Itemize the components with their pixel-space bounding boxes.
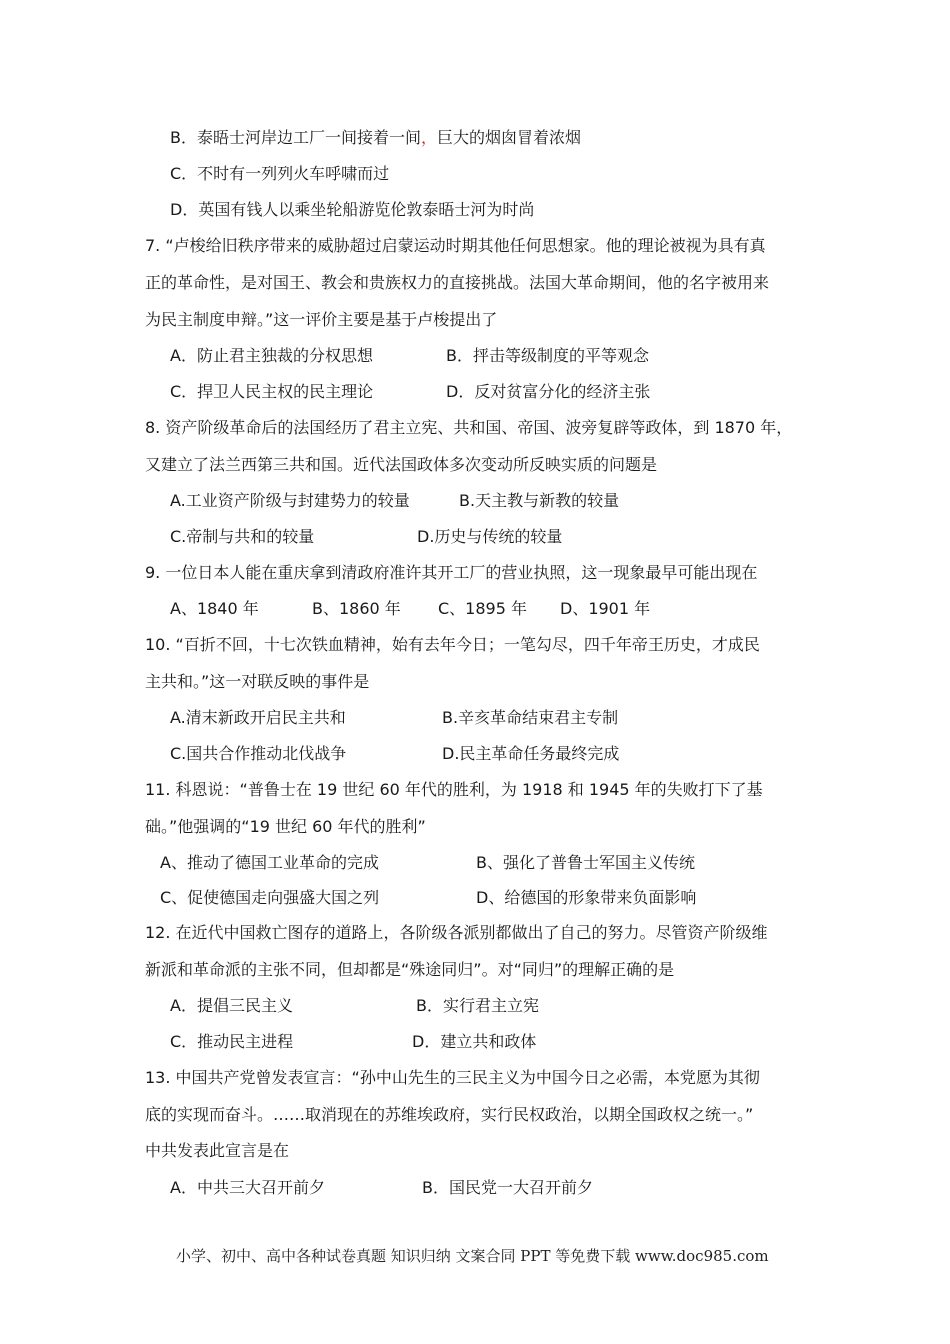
q9-option-c: C、1895 年 [438,599,527,618]
q7-stem-line-1: 7. “卢梭给旧秩序带来的威胁超过启蒙运动时期其他任何思想家。他的理论被视为具有真 [145,236,766,255]
q11-stem-line-2: 础。”他强调的“19 世纪 60 年代的胜利” [145,817,426,836]
q10-option-b: B.辛亥革命结束君主专制 [442,708,619,727]
q9-option-b: B、1860 年 [312,599,401,618]
q9-option-d: D、1901 年 [560,599,651,618]
q8-option-a: A.工业资产阶级与封建势力的较量 [170,491,410,510]
q13-option-b: B．国民党一大召开前夕 [422,1178,593,1197]
q12-option-b: B．实行君主立宪 [416,996,539,1015]
q8-option-b: B.天主教与新教的较量 [459,491,620,510]
q6-option-b-text-2: 巨大的烟囱冒着浓烟 [437,128,582,147]
q12-stem-line-1: 12. 在近代中国救亡图存的道路上，各阶级各派别都做出了自己的努力。尽管资产阶级维 [145,923,768,942]
q8-stem-line-2: 又建立了法兰西第三共和国。近代法国政体多次变动所反映实质的问题是 [145,455,658,474]
q9-option-a: A、1840 年 [170,599,259,618]
q12-stem-line-2: 新派和革命派的主张不同，但却都是“殊途同归”。对“同归”的理解正确的是 [145,960,675,979]
q6-option-d: D．英国有钱人以乘坐轮船游览伦敦泰晤士河为时尚 [170,200,535,219]
q7-stem-line-3: 为民主制度申辩。”这一评价主要是基于卢梭提出了 [145,310,498,329]
q13-option-a: A．中共三大召开前夕 [170,1178,325,1197]
q13-stem-line-3: 中共发表此宣言是在 [145,1141,290,1160]
q7-option-a: A．防止君主独裁的分权思想 [170,346,373,365]
q8-option-d: D.历史与传统的较量 [417,527,563,546]
q10-option-c: C.国共合作推动北伐战争 [170,744,347,763]
q7-option-b: B．抨击等级制度的平等观念 [446,346,649,365]
q8-stem-line-1: 8. 资产阶级革命后的法国经历了君主立宪、共和国、帝国、波旁复辟等政体，到 1870 年， [145,418,793,437]
q13-stem-line-2: 底的实现而奋斗。……取消现在的苏维埃政府，实行民权政治，以期全国政权之统一。” [145,1105,754,1124]
q9-stem-line-1: 9. 一位日本人能在重庆拿到清政府准许其开工厂的营业执照，这一现象最早可能出现在 [145,563,758,582]
q10-stem-line-1: 10. “百折不回，十七次铁血精神，始有去年今日；一笔勾尽，四千年帝王历史，才成民 [145,635,760,654]
q7-stem-line-2: 正的革命性，是对国王、教会和贵族权力的直接挑战。法国大革命期间，他的名字被用来 [145,273,770,292]
q13-stem-line-1: 13. 中国共产党曾发表宣言：“孙中山先生的三民主义为中国今日之必需，本党愿为其彻 [145,1068,760,1087]
q6-option-b [170,127,581,149]
q11-option-a: A、推动了德国工业革命的完成 [160,853,379,872]
q6-option-b-comma: ， [420,128,437,147]
q7-option-d: D．反对贫富分化的经济主张 [446,382,651,401]
q7-option-c: C．捍卫人民主权的民主理论 [170,382,374,401]
q10-option-d: D.民主革命任务最终完成 [442,744,620,763]
q11-option-b: B、强化了普鲁士军国主义传统 [476,853,695,872]
q12-option-d: D．建立共和政体 [412,1032,537,1051]
q6-option-b-text-1: B．泰晤士河岸边工厂一间接着一间 [170,128,421,147]
q12-option-c: C．推动民主进程 [170,1032,294,1051]
q11-option-d: D、给德国的形象带来负面影响 [476,888,697,907]
q10-stem-line-2: 主共和。”这一对联反映的事件是 [145,672,370,691]
q6-option-c: C．不时有一列列火车呼啸而过 [170,164,390,183]
q10-option-a: A.清末新政开启民主共和 [170,708,346,727]
q11-stem-line-1: 11. 科恩说：“普鲁士在 19 世纪 60 年代的胜利，为 1918 和 1945 年的失败打下了基 [145,780,763,799]
q8-option-c: C.帝制与共和的较量 [170,527,315,546]
page-footer: 小学、初中、高中各种试卷真题 知识归纳 文案合同 PPT 等免费下载 www.doc985.com [176,1247,769,1265]
q11-option-c: C、促使德国走向强盛大国之列 [160,888,380,907]
q12-option-a: A．提倡三民主义 [170,996,293,1015]
